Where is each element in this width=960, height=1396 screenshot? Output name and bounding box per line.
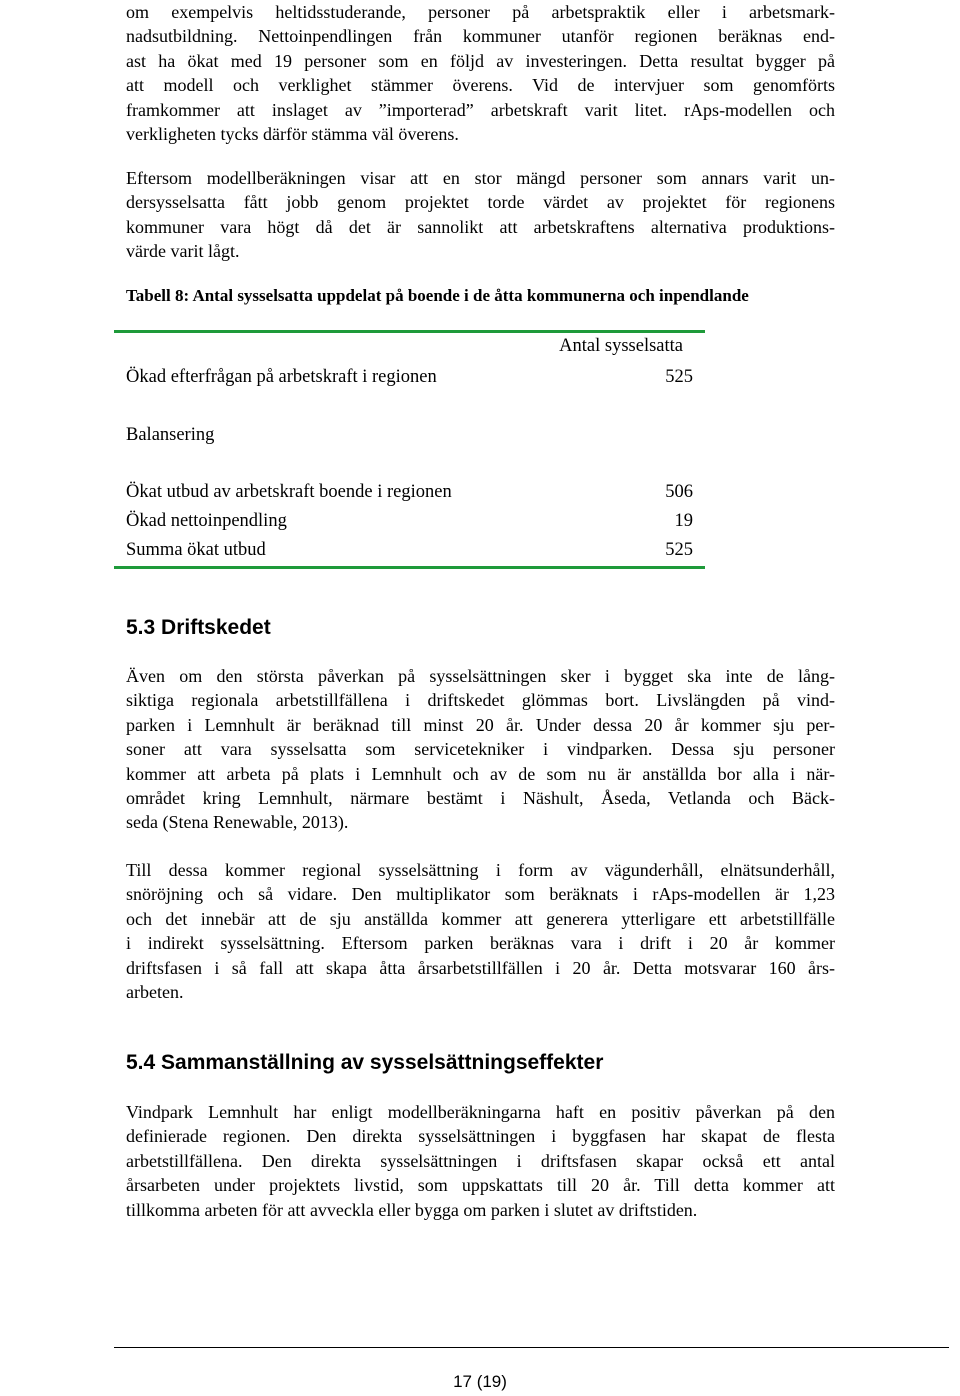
table-row-label: Balansering bbox=[126, 425, 215, 445]
text-line: kommer att arbeta på plats i Lemnhult och av de som nu är anställda bor alla i när- bbox=[126, 763, 835, 784]
page-number: 17 (19) bbox=[453, 1372, 507, 1391]
text-line: och det innebär att de sju anställda kommer att generera ytterligare ett arbetstillfälle bbox=[126, 908, 835, 929]
text-line: snöröjning och så vidare. Den multiplikator som beräknats i rAps-modellen är 1,23 bbox=[126, 884, 835, 905]
table-row bbox=[126, 422, 693, 448]
text-line: Till dessa kommer regional sysselsättning i form av vägunderhåll, elnätsunderhåll, bbox=[126, 860, 835, 880]
text-line: om exempelvis heltidsstuderande, personer på arbetspraktik eller i arbetsmark- bbox=[126, 2, 835, 22]
text-line: dersysselsatta fått jobb genom projektet torde värdet av projektet för regionens bbox=[126, 192, 835, 213]
table-caption: Tabell 8: Antal sysselsatta uppdelat på boende i de åtta kommunerna och inpendlande bbox=[126, 286, 749, 305]
text-line: arbetstillfällena. Den direkta sysselsättningen i driftsfasen skapar också ett antal bbox=[126, 1150, 835, 1171]
table-row bbox=[126, 364, 693, 390]
paragraph-summary bbox=[126, 1100, 835, 1222]
table-row-value: 525 bbox=[665, 367, 693, 387]
table-row bbox=[126, 479, 693, 505]
text-line: årsarbeten under projektets livstid, som uppskattats till 20 år. Till detta kommer att bbox=[126, 1175, 835, 1196]
text-line: Eftersom modellberäkningen visar att en stor mängd personer som annars varit un- bbox=[126, 168, 835, 188]
table-row-label: Ökad nettoinpendling bbox=[126, 511, 287, 531]
text-line: soner att vara sysselsatta som servicetekniker i vindparken. Dessa sju personer bbox=[126, 739, 835, 760]
text-line: seda (Stena Renewable, 2013). bbox=[126, 812, 349, 833]
text-line: området kring Lemnhult, närmare bestämt i Näshult, Åseda, Vetlanda och Bäck- bbox=[126, 788, 835, 809]
text-line: driftsfasen i så fall att skapa åtta årsarbetstillfällen i 20 år. Detta motsvarar 160 års- bbox=[126, 957, 835, 978]
section-heading-5-3: 5.3 Driftskedet bbox=[126, 616, 271, 639]
text-line: definierade regionen. Den direkta sysselsättningen i byggfasen har skapat de flesta bbox=[126, 1126, 835, 1147]
text-line: nadsutbildning. Nettoinpendlingen från kommuner utanför regionen beräknas end- bbox=[126, 26, 835, 47]
table-row-label: Ökad efterfrågan på arbetskraft i regionen bbox=[126, 367, 437, 387]
table-row-label: Summa ökat utbud bbox=[126, 540, 266, 560]
text-line: tillkomma arbeten för att avveckla eller bygga om parken i slutet av driftstiden. bbox=[126, 1199, 698, 1220]
text-line: Vindpark Lemnhult har enligt modellberäkningarna haft en positiv påverkan på den bbox=[126, 1102, 835, 1122]
table-row-value: 506 bbox=[665, 482, 693, 502]
table-bottom-rule bbox=[114, 566, 705, 569]
paragraph-intro bbox=[126, 0, 835, 146]
text-line: verkligheten tycks därför stämma väl överens. bbox=[126, 124, 459, 145]
table-row-value: 19 bbox=[674, 511, 693, 531]
table-row bbox=[126, 508, 693, 534]
footer-divider bbox=[114, 1347, 949, 1348]
table-row bbox=[126, 537, 693, 563]
text-line: parken i Lemnhult är beräknad till minst 20 år. Under dessa 20 år kommer sju per- bbox=[126, 714, 835, 735]
text-line: Även om den största påverkan på sysselsättningen sker i bygget ska inte de lång- bbox=[126, 666, 835, 686]
text-line: värde varit lågt. bbox=[126, 241, 240, 262]
text-line: kommuner vara högt då det är sannolikt att arbetskraftens alternativa produktions- bbox=[126, 216, 835, 237]
text-line: arbeten. bbox=[126, 982, 184, 1003]
paragraph-operation-phase bbox=[126, 664, 835, 835]
table-column-header: Antal sysselsatta bbox=[559, 336, 683, 356]
text-line: ast ha ökat med 19 personer som en följd av investeringen. Detta resultat bygger på bbox=[126, 50, 835, 71]
text-line: siktiga regionala arbetstillfällena i driftskedet glömmas bort. Livslängden på vind- bbox=[126, 690, 835, 711]
text-line: att modell och verklighet stämmer överens. Vid de intervjuer som genomförts bbox=[126, 75, 835, 96]
paragraph-value-assessment bbox=[126, 166, 835, 264]
paragraph-regional-employment bbox=[126, 858, 835, 1004]
table-row-value: 525 bbox=[665, 540, 693, 560]
text-line: i indirekt sysselsättning. Eftersom parken beräknas vara i drift i 20 år kommer bbox=[126, 933, 835, 954]
table-row-label: Ökat utbud av arbetskraft boende i regionen bbox=[126, 482, 452, 502]
section-heading-5-4: 5.4 Sammanställning av sysselsättningseffekter bbox=[126, 1051, 604, 1074]
text-line: framkommer att inslaget av ”importerad” arbetskraft varit litet. rAps-modellen och bbox=[126, 99, 835, 120]
